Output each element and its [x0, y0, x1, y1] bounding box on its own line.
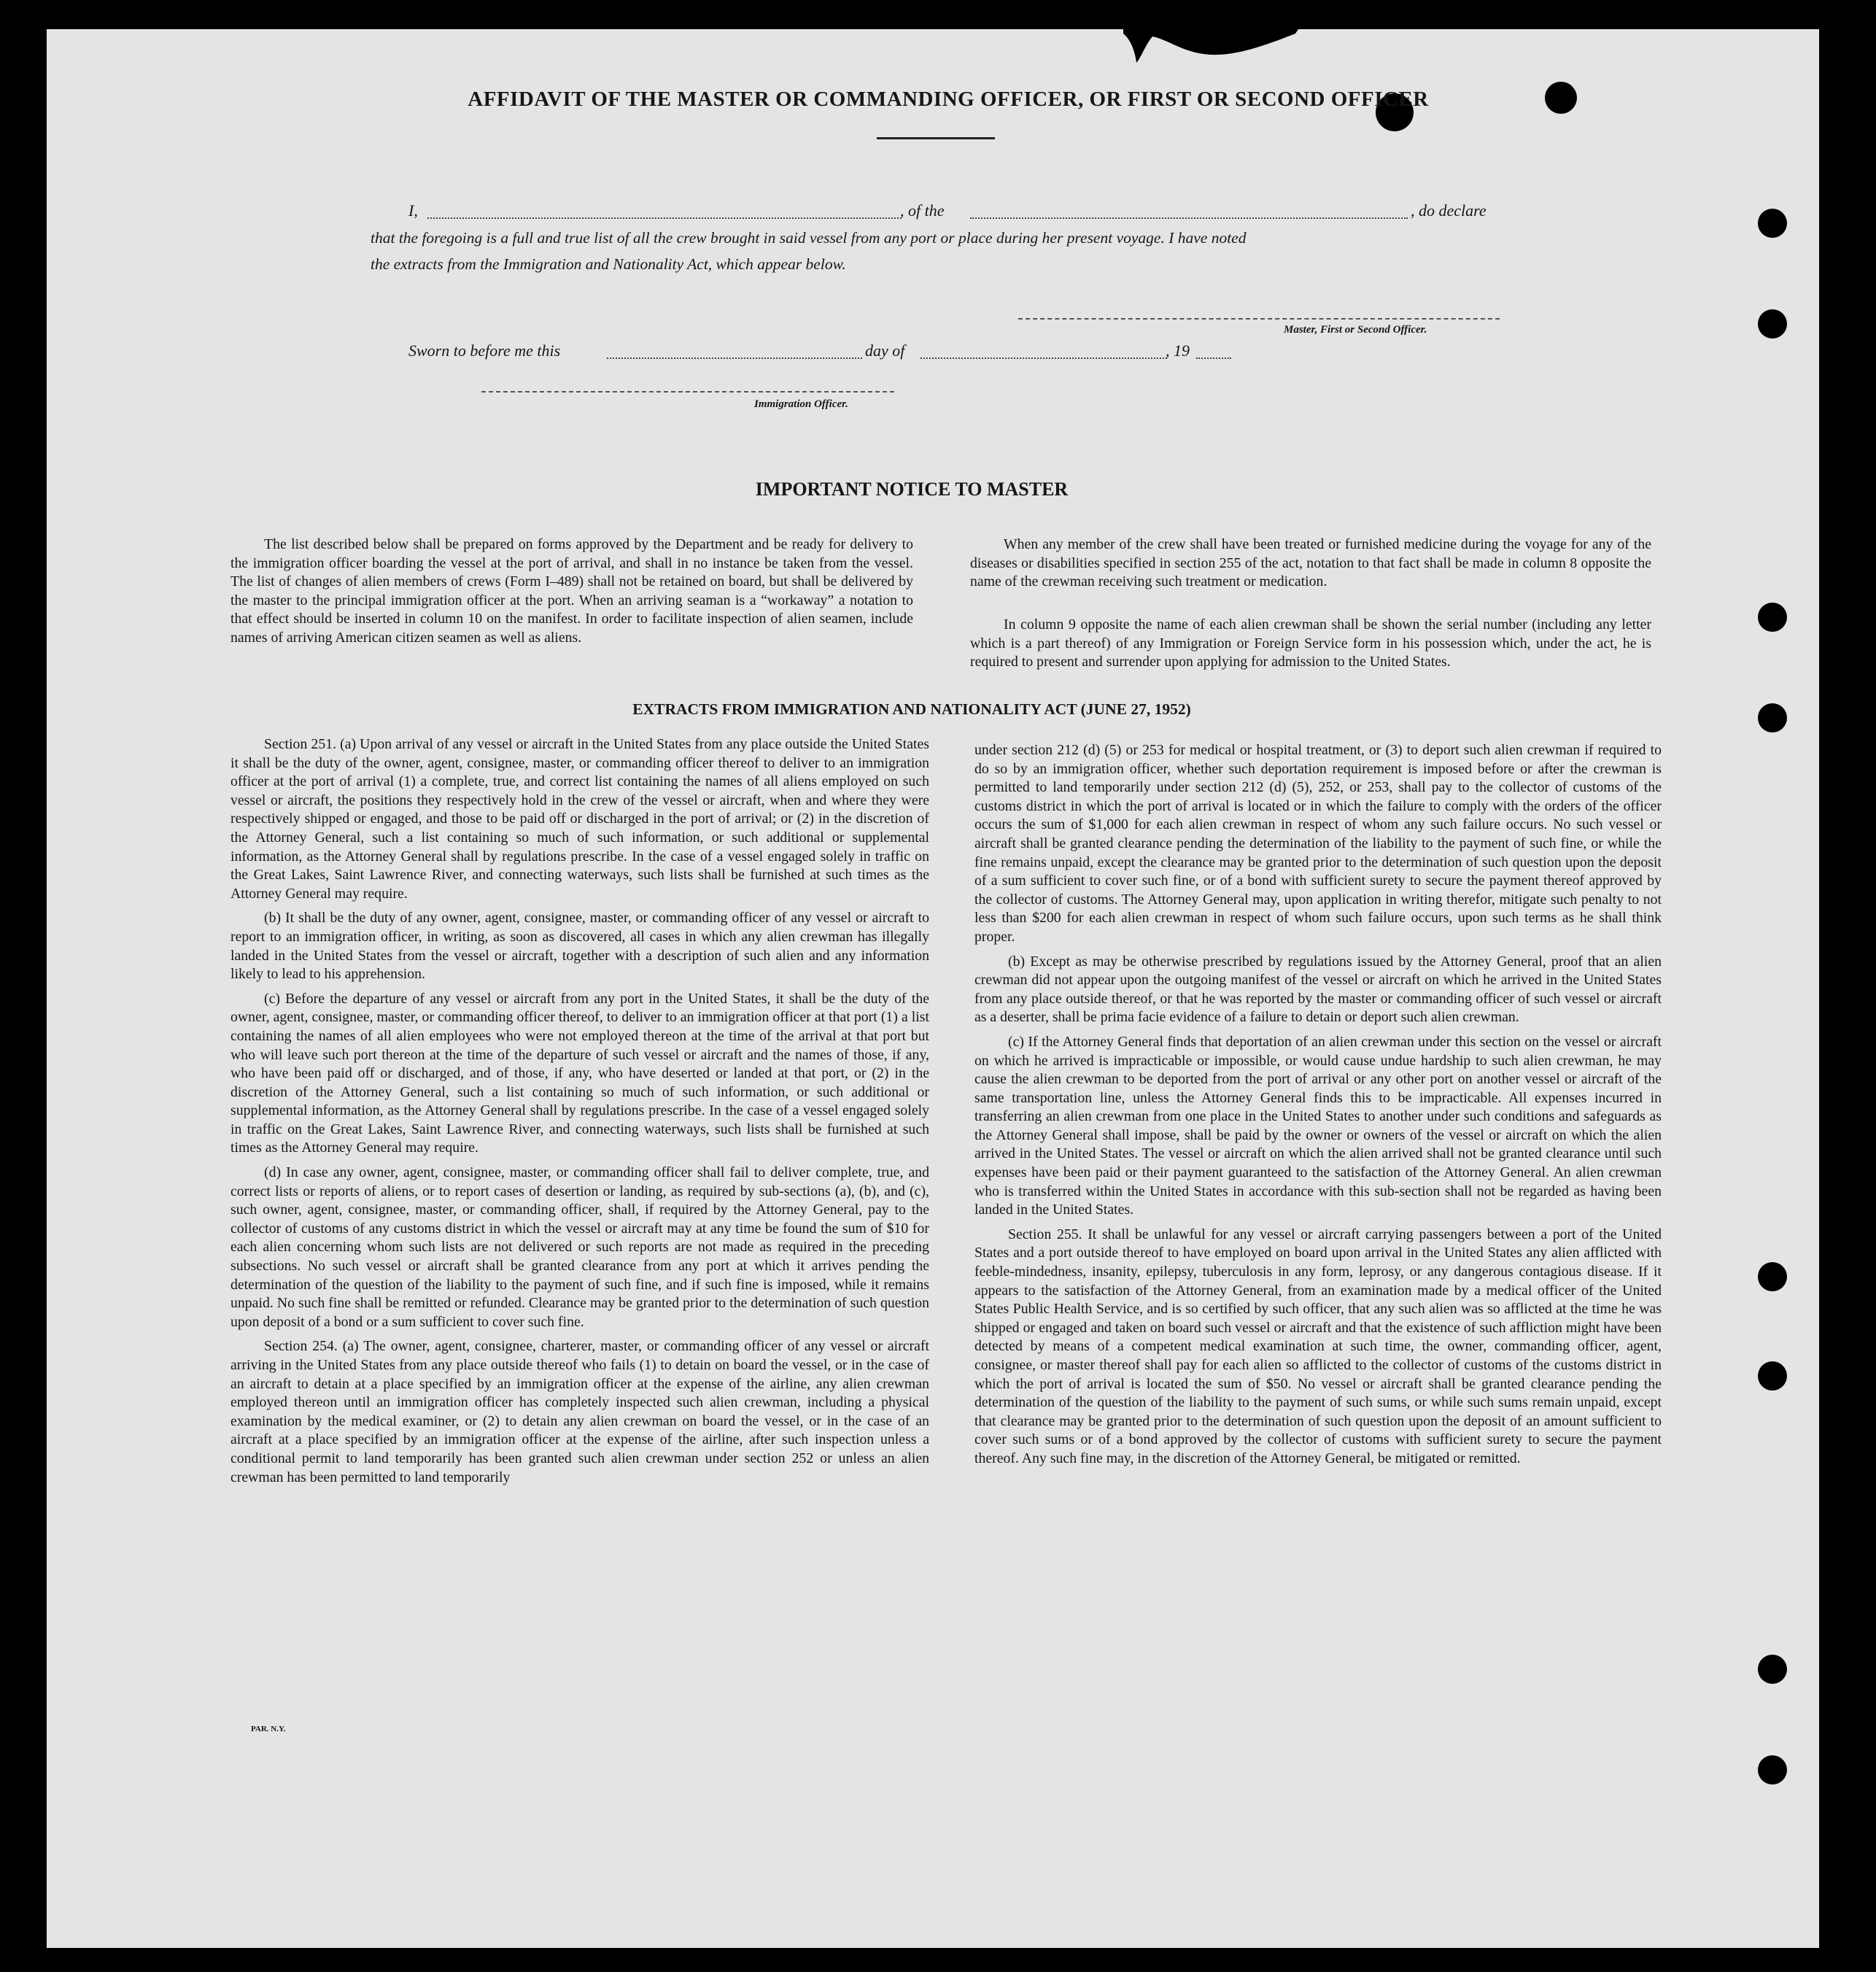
extracts-left-column [230, 735, 929, 1493]
section-251-d: (d) In case any owner, agent, consignee, master, or commanding officer shall fail to deliver complete, true, and correct lists or reports of aliens, or to report cases of desertion or landing, as required by sub-sections (a), (b), and (c), such owner, agent, consignee, master, or commanding officer, shall, if required by the Attorney General, pay to the collector of customs of any customs district in which the vessel or aircraft may at any time be found the sum of $10 for each alien concerning whom such lists are not delivered or such reports are not made as required in the preceding subsections. No such vessel or aircraft shall be granted clearance from any port at which it arrives pending the determination of the question of the liability to the payment of such fine, and if such fine is imposed, while it remains unpaid. No such fine shall be remitted or refunded. Clearance may be granted prior to the determination of such question upon deposit of a bond or a sum sufficient to cover such fine. [230, 1164, 929, 1330]
sworn-day-blank [607, 357, 862, 359]
day-of-label: day of [865, 341, 905, 360]
notice-right-paragraph-2: In column 9 opposite the name of each alien crewman shall be shown the serial number (including any letter which is a part thereof) of any Immigration or Foreign Service form in his possession which, under the act, he is required to present and surrender upon applying for admission to the United States. [970, 616, 1651, 670]
extracts-title: EXTRACTS FROM IMMIGRATION AND NATIONALITY ACT (JUNE 27, 1952) [632, 700, 1191, 718]
sworn-label: Sworn to before me this [408, 341, 561, 360]
punch-hole [1758, 1361, 1787, 1391]
affidavit-title: AFFIDAVIT OF THE MASTER OR COMMANDING OFFICER, OR FIRST OR SECOND OFFICER [468, 88, 1429, 111]
declare-i: I, [408, 201, 418, 220]
punch-hole [1758, 1655, 1787, 1684]
section-251-a: Section 251. (a) Upon arrival of any vessel or aircraft in the United States from any place outside the United States it shall be the duty of the owner, agent, consignee, master, or commanding officer thereof to deliver to an immigration officer at the port of arrival (1) a complete, true, and correct list containing the names of all aliens employed on such vessel or aircraft, the positions they respectively hold in the crew of the vessel or aircraft, when and where they were respectively shipped or engaged, and those to be paid off or discharged in the port of arrival; or (2) in the discretion of the Attorney General, such a list containing so much of such information, or such additional or supplemental information, as the Attorney General shall by regulations prescribe. In the case of a vessel engaged solely in traffic on the Great Lakes, Saint Lawrence River, and connecting waterways, such lists shall be furnished at such times as the Attorney General may require. [230, 736, 929, 902]
punch-hole [1758, 1755, 1787, 1785]
punch-hole [1758, 209, 1787, 238]
notice-right-paragraph-1: When any member of the crew shall have been treated or furnished medicine during the voyage for any of the diseases or disabilities specified in section 255 of the act, notation to that fact shall be made in column 8 opposite the name of the crewman receiving such treatment or medication. [970, 536, 1651, 589]
section-254-a-continued: under section 212 (d) (5) or 253 for medical or hospital treatment, or (3) to deport such alien crewman if required to do so by an immigration officer, whether such deportation requirement is imposed before or after the crewman is permitted to land temporarily under section 212 (d) (5), 252, or 253, shall pay to the collector of customs of the customs district in which the port of arrival is located or in which the failure to comply with the orders of the officer occurs the sum of $1,000 for each alien crewman in respect of whom any such failure occurs. No such vessel or aircraft shall be granted clearance pending the determination of the liability to the payment of such fine, or while the fine remains unpaid, except the clearance may be granted prior to the determination of such question upon the deposit of a sum sufficient to cover such fine, or of a bond with sufficient surety to secure the payment thereof approved by the collector of customs. The Attorney General may, upon application in writing therefor, mitigate such penalty to not less than $200 for each alien crewman in respect of whom such failure occurs, upon such terms as he shall think proper. [974, 742, 1662, 945]
officer-caption: Immigration Officer. [754, 398, 848, 410]
section-255: Section 255. It shall be unlawful for any vessel or aircraft carrying passengers between a port of the United States and a port outside thereof to have employed on board upon arrival in the United States any alien afflicted with feeble-mindedness, insanity, epilepsy, tuberculosis in any form, leprosy, or any dangerous contagious disease. If it appears to the satisfaction of the Attorney General, from an examination made by a medical officer of the United States Public Health Service, and is so certified by such officer, that any such alien was so afflicted at the time he was shipped or engaged and taken on board such vessel or aircraft and that the existence of such affliction might have been detected by means of a competent medical examination at such time, the owner, commanding officer, agent, consignee, or master thereof shall pay for each alien so afflicted to the collector of customs of the customs district in which the port of arrival is located the sum of $50. No vessel or aircraft shall be granted clearance pending the determination of the question of the liability to the payment of such sums, or while such sums remain unpaid, except that clearance may be granted prior to the determination of such question upon the deposit of an amount sufficient to cover such sums or of a bond approved by the collector of customs with sufficient surety to secure the payment thereof. Any such fine may, in the discretion of the Attorney General, be mitigated or remitted. [974, 1226, 1662, 1466]
section-251-b: (b) It shall be the duty of any owner, agent, consignee, master, or commanding officer of any vessel or aircraft to report to an immigration officer, in writing, as soon as discovered, all cases in which any alien crewman has illegally landed in the United States from the vessel or aircraft, together with a description of such alien and any information likely to lead to his apprehension. [230, 910, 929, 983]
year-blank [1196, 357, 1231, 359]
torn-edge-mark [1123, 29, 1298, 63]
section-254-c: (c) If the Attorney General finds that deportation of an alien crewman under this section on the vessel or aircraft on which he arrived is impracticable or impossible, or would cause undue hardship to such alien crewman, he may cause the alien crewman to be deported from the port of arrival or any other port on another vessel or aircraft of the same transportation line, unless the Attorney General finds this to be impracticable. All expenses incurred in transferring an alien crewman from one place in the United States to another under such conditions and safeguards as the Attorney General shall impose, shall be paid by the owner or owners of the vessel or aircraft on which the alien arrived in the United States. The vessel or aircraft on which the alien arrived shall not be granted clearance until such expenses have been paid or their payment guaranteed to the satisfaction of the Attorney General. An alien crewman who is transferred within the United States in accordance with this sub-section shall not be regarded as having been landed in the United States. [974, 1033, 1662, 1218]
declare-of-the: , of the [900, 201, 945, 220]
printer-mark: PAR. N.Y. [251, 1725, 286, 1733]
declare-end: , do declare [1411, 201, 1487, 220]
master-caption: Master, First or Second Officer. [1284, 324, 1427, 336]
declare-line-2: that the foregoing is a full and true list of all the crew brought in said vessel from any port or place during her present voyage. I have noted [371, 229, 1247, 247]
extracts-right-column [974, 741, 1662, 1474]
punch-hole [1758, 703, 1787, 732]
year-prefix: , 19 [1166, 341, 1190, 360]
punch-hole [1758, 603, 1787, 632]
notice-left-paragraph: The list described below shall be prepared on forms approved by the Department and be ready for delivery to the immigration officer boarding the vessel at the port of arrival, and shall in no instance be taken from the vessel. The list of changes of alien members of crews (Form I–489) shall not be retained on board, but shall be delivered by the master to the principal immigration officer at the port. When an arriving seaman is a “workaway” a notation to that effect should be inserted in column 10 on the manifest. In order to facilitate inspection of alien seamen, include names of arriving American citizen seamen as well as aliens. [230, 536, 913, 646]
title-underline [877, 137, 995, 139]
month-blank [920, 357, 1167, 359]
punch-hole [1758, 1262, 1787, 1291]
punch-hole [1758, 309, 1787, 339]
master-signature-line [1018, 318, 1500, 320]
notice-title: IMPORTANT NOTICE TO MASTER [755, 479, 1069, 500]
section-254-a: Section 254. (a) The owner, agent, consignee, charterer, master, or commanding officer of any vessel or aircraft arriving in the United States from any place outside thereof who fails (1) to detain on board the vessel, or in the case of an aircraft to detain at a place specified by an immigration officer at the expense of the airline, any alien crewman employed thereon until an immigration officer has completely inspected such alien crewman, including a physical examination by the medical examiner, or (2) to detain any alien crewman on board the vessel, or in the case of an aircraft at a place specified by an immigration officer at the expense of the airline, after such inspection unless a conditional permit to land temporarily has been granted such alien crewman under section 252 or unless an alien crewman has been permitted to land temporarily [230, 1338, 929, 1485]
name-blank-line [427, 217, 902, 219]
vessel-blank-line [970, 217, 1408, 219]
declare-line-3: the extracts from the Immigration and Nationality Act, which appear below. [371, 255, 846, 273]
section-254-b: (b) Except as may be otherwise prescribed by regulations issued by the Attorney General, proof that an alien crewman did not appear upon the outgoing manifest of the vessel or aircraft on which he arrived in the United States from any place outside thereof, or that he was reported by the master or commanding officer of such vessel or aircraft as a deserter, shall be prima facie evidence of a failure to detain or deport such alien crewman. [974, 953, 1662, 1026]
section-251-c: (c) Before the departure of any vessel or aircraft from any port in the United States, it shall be the duty of the owner, agent, consignee, master, or commanding officer thereof, to deliver to an immigration officer at that port (1) a list containing the names of all alien employees who were not employed thereon at the time of the arrival at that port but who will leave such port thereon at the time of the departure of such vessel or aircraft and the names of those, if any, who have been paid off or discharged, and of those, if any, who have deserted or landed at that port, or (2) in the discretion of the Attorney General, such a list containing so much of such information, or such additional or supplemental information, as the Attorney General shall by regulations prescribe. In the case of a vessel engaged solely in traffic on the Great Lakes, Saint Lawrence River, and connecting waterways, such lists shall be furnished at such times as the Attorney General may require. [230, 990, 929, 1156]
officer-signature-line [481, 391, 894, 393]
